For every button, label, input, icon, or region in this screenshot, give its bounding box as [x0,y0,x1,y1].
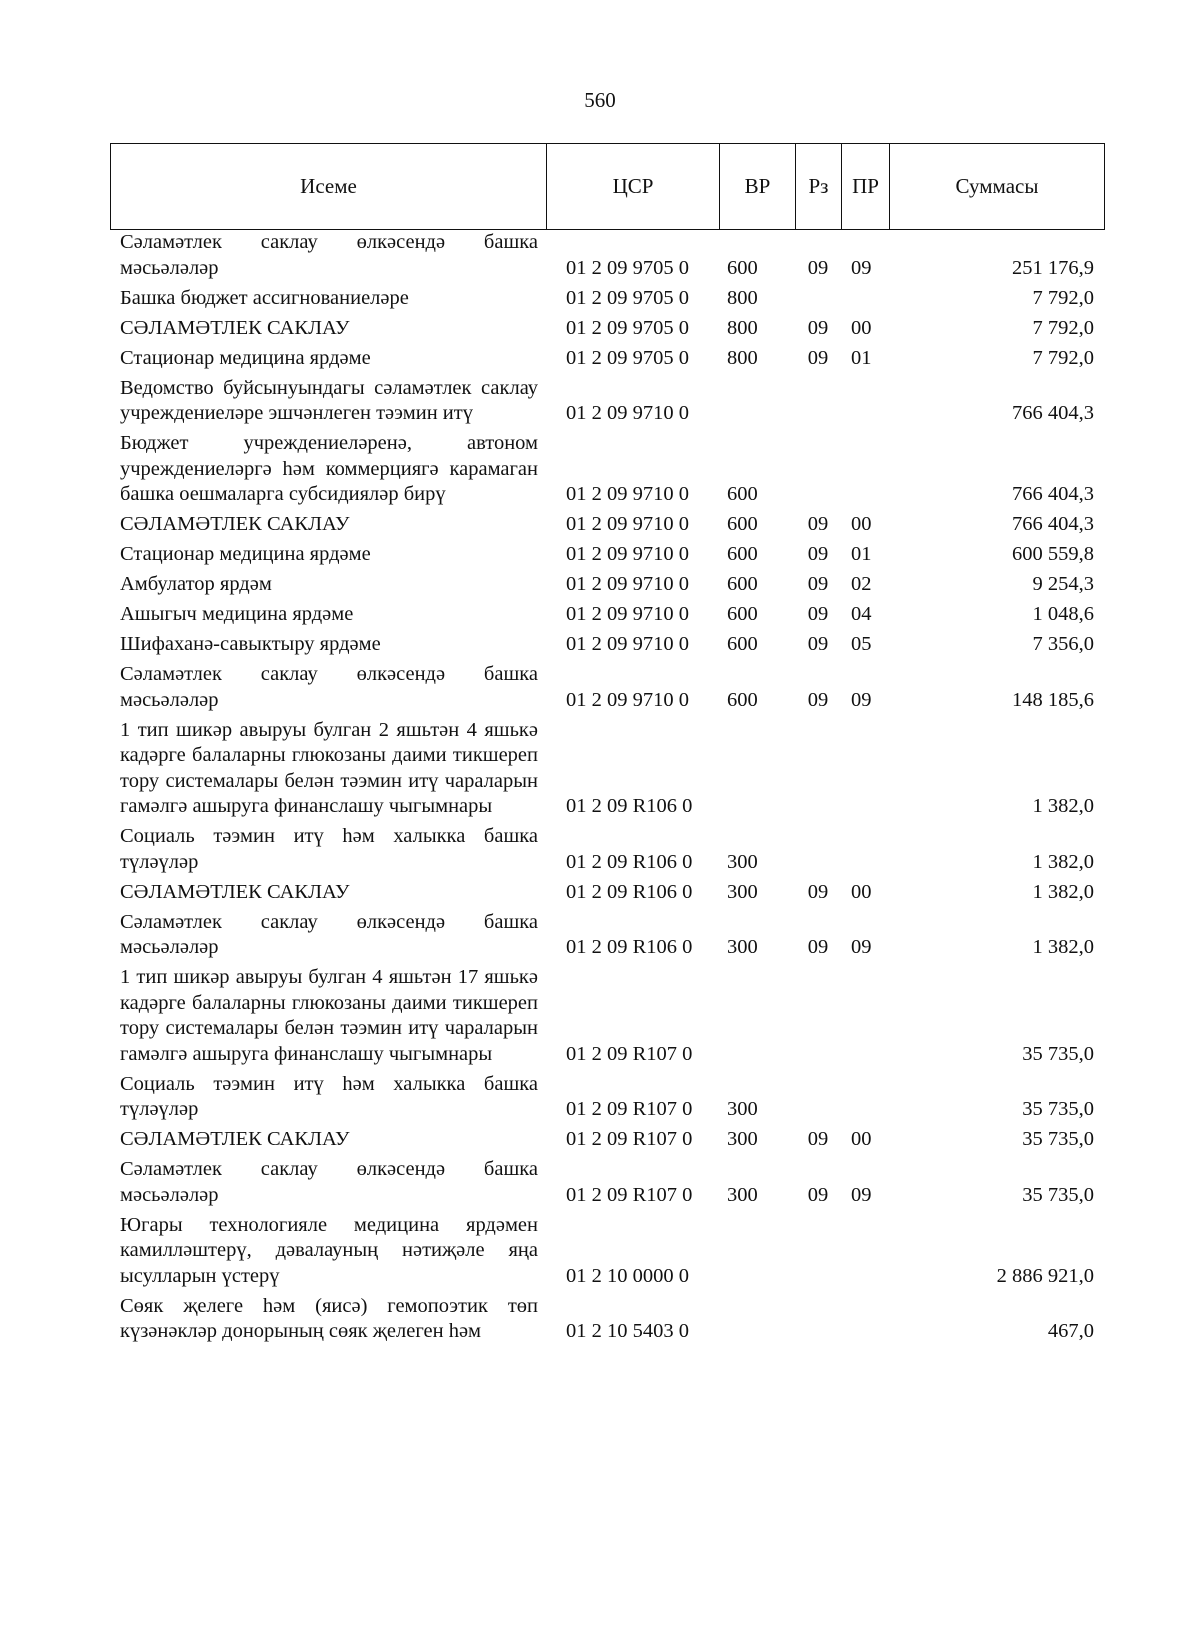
row-rz [795,431,841,512]
header-rz: Рз [796,144,842,230]
row-pr: 04 [851,603,872,625]
row-sum: 2 886 921,0 [996,1264,1094,1287]
row-csr: 01 2 09 R106 0 [566,880,693,903]
row-sum: 35 735,0 [1022,1128,1094,1150]
row-pr: 09 [851,1183,872,1206]
row-sum: 600 559,8 [1012,543,1094,565]
row-csr: 01 2 09 9710 0 [566,543,689,565]
row-pr: 00 [851,880,872,903]
row-rz [795,1072,841,1128]
row-name: Социаль тәэмин итү һәм халыкка башка түләүләр [120,1072,538,1120]
row-pr: 09 [851,256,872,279]
table-row [110,965,1104,1072]
table-header [110,143,1105,230]
row-pr [841,965,889,1072]
row-sum: 9 254,3 [1032,573,1094,595]
budget-table [110,230,1104,1349]
row-sum: 7 792,0 [1032,346,1094,369]
row-rz: 09 [807,256,829,279]
row-name: СӘЛАМӘТЛЕК САКЛАУ [120,880,350,903]
row-name: Шифаханә-савыктыру ярдәме [120,633,381,655]
table-row [110,230,1104,286]
row-pr [841,718,889,825]
row-name: Амбулатор ярдәм [120,573,272,595]
row-sum: 7 792,0 [1032,316,1094,339]
row-vr: 300 [727,850,758,873]
row-rz: 09 [807,633,829,655]
header-vr: ВР [720,144,796,230]
row-rz: 09 [807,513,829,535]
row-name: Социаль тәэмин итү һәм халыкка башка түләүләр [120,825,538,873]
row-name: СӘЛАМӘТЛЕК САКЛАУ [120,513,350,535]
row-pr [841,1072,889,1128]
row-rz: 09 [807,543,829,565]
row-pr: 05 [851,633,872,655]
row-sum: 35 735,0 [1022,1183,1094,1206]
row-name: СӘЛАМӘТЛЕК САКЛАУ [120,1128,350,1150]
row-sum: 1 382,0 [1032,880,1094,903]
row-rz [795,286,841,316]
row-name: 1 тип шикәр авыруы булган 2 яшьтән 4 яшькә кадәрге балаларны глюкозаны даими тикшереп тору системалары белән тәэмин итү чараларын гамәлгә ашыруга финанслашу чыгымнары [120,718,538,817]
row-rz [795,1294,841,1350]
row-pr [841,286,889,316]
table-row [110,1294,1104,1350]
row-pr [841,1294,889,1350]
header-sum: Суммасы [890,144,1105,230]
row-vr: 300 [727,1183,758,1206]
row-csr: 01 2 09 9710 0 [566,573,689,595]
row-rz [795,824,841,880]
row-rz: 09 [807,936,829,958]
table-row [110,1127,1104,1157]
row-sum: 35 735,0 [1022,1098,1094,1120]
table-row [110,880,1104,910]
row-csr: 01 2 09 9705 0 [566,256,689,279]
row-vr: 600 [727,573,758,595]
row-sum: 35 735,0 [1022,1042,1094,1065]
row-sum: 7 356,0 [1032,633,1094,655]
row-vr [719,718,795,825]
row-csr: 01 2 09 R107 0 [566,1128,693,1150]
row-csr: 01 2 09 9710 0 [566,483,689,505]
header-pr: ПР [842,144,890,230]
row-csr: 01 2 09 R106 0 [566,936,693,958]
table-row [110,1072,1104,1128]
row-rz [795,376,841,432]
row-vr: 600 [727,543,758,565]
row-name: Сәламәтлек саклау өлкәсендә башка мәсьәләләр [120,910,538,958]
row-pr: 09 [851,688,872,711]
row-csr: 01 2 09 9705 0 [566,286,689,309]
row-pr [841,376,889,432]
table-row [110,286,1104,316]
row-vr: 600 [727,633,758,655]
table-row [110,632,1104,662]
row-sum: 7 792,0 [1032,286,1094,309]
table-row [110,602,1104,632]
row-name: Бюджет учреждениеләренә, автоном учреждениеләргә һәм коммерциягә карамаган башка оешмаларга субсидияләр бирү [120,432,538,505]
row-name: Стационар медицина ярдәме [120,543,371,565]
row-vr: 600 [727,483,758,505]
row-rz: 09 [807,688,829,711]
row-name: Сәламәтлек саклау өлкәсендә башка мәсьәләләр [120,663,538,711]
row-sum: 1 382,0 [1032,795,1094,817]
row-name: Сәламәтлек саклау өлкәсендә башка мәсьәләләр [120,231,538,279]
row-rz [795,718,841,825]
row-rz: 09 [807,346,829,369]
table-row [110,542,1104,572]
row-vr: 600 [727,513,758,535]
page-number: 560 [584,88,616,112]
row-pr: 01 [851,543,872,565]
header-name: Исеме [111,144,547,230]
row-sum: 1 048,6 [1032,603,1094,625]
row-csr: 01 2 09 9705 0 [566,316,689,339]
row-csr: 01 2 09 R106 0 [566,850,693,873]
row-vr: 600 [727,688,758,711]
row-pr: 01 [851,346,872,369]
row-name: Сөяк җелеге һәм (яисә) гемопоэтик төп күзәнәкләр донорының сөяк җелеген һәм [120,1294,538,1342]
row-csr: 01 2 09 R107 0 [566,1042,693,1065]
row-rz: 09 [807,1183,829,1206]
table-row [110,572,1104,602]
row-name: 1 тип шикәр авыруы булган 4 яшьтән 17 яшькә кадәрге балаларны глюкозаны даими тикшереп тору системалары белән тәэмин итү чараларын гамәлгә ашыруга финанслашу чыгымнары [120,966,538,1065]
table-row [110,512,1104,542]
row-name: СӘЛАМӘТЛЕК САКЛАУ [120,316,350,339]
row-name: Ашыгыч медицина ярдәме [120,603,354,625]
row-rz [795,1213,841,1294]
row-pr: 09 [851,936,872,958]
table-row [110,376,1104,432]
row-rz: 09 [807,880,829,903]
row-vr [719,1294,795,1350]
row-pr [841,431,889,512]
table-row [110,431,1104,512]
row-vr: 300 [727,1098,758,1120]
row-sum: 148 185,6 [1012,688,1094,711]
table-row [110,1213,1104,1294]
row-csr: 01 2 09 9705 0 [566,346,689,369]
row-csr: 01 2 09 9710 0 [566,633,689,655]
table-body [110,230,1104,1349]
row-vr: 800 [727,316,758,339]
row-csr: 01 2 09 9710 0 [566,513,689,535]
row-pr: 02 [851,573,872,595]
table-row [110,824,1104,880]
row-rz: 09 [807,603,829,625]
table-row [110,1157,1104,1213]
header-csr: ЦСР [547,144,720,230]
row-csr: 01 2 09 9710 0 [566,603,689,625]
table-row [110,316,1104,346]
row-vr: 600 [727,603,758,625]
row-pr [841,824,889,880]
row-vr: 300 [727,1128,758,1150]
row-sum: 1 382,0 [1032,936,1094,958]
table-row [110,346,1104,376]
row-sum: 467,0 [1047,1320,1094,1342]
row-pr: 00 [851,316,872,339]
row-vr [719,376,795,432]
table-row [110,718,1104,825]
row-csr: 01 2 10 0000 0 [566,1264,689,1287]
row-pr: 00 [851,1128,872,1150]
row-csr: 01 2 09 R107 0 [566,1183,693,1206]
row-csr: 01 2 09 R107 0 [566,1098,693,1120]
row-vr [719,965,795,1072]
row-rz: 09 [807,316,829,339]
row-csr: 01 2 09 R106 0 [566,795,693,817]
row-vr [719,1213,795,1294]
row-sum: 1 382,0 [1032,850,1094,873]
row-name: Сәламәтлек саклау өлкәсендә башка мәсьәләләр [120,1158,538,1206]
row-name: Югары технологияле медицина ярдәмен камилләштерү, дәвалауның нәтиҗәле яңа ысулларын үстерү [120,1213,538,1287]
row-name: Башка бюджет ассигнованиеләре [120,286,409,309]
table-row [110,910,1104,966]
row-name: Ведомство буйсынуындагы сәламәтлек саклау учреждениеләре эшчәнлеген тәэмин итү [120,376,538,424]
row-sum: 766 404,3 [1012,402,1094,424]
table-row [110,662,1104,718]
row-vr: 800 [727,286,758,309]
row-name: Стационар медицина ярдәме [120,346,371,369]
row-csr: 01 2 09 9710 0 [566,688,689,711]
row-vr: 300 [727,936,758,958]
row-rz: 09 [807,573,829,595]
row-rz: 09 [807,1128,829,1150]
row-rz [795,965,841,1072]
row-csr: 01 2 09 9710 0 [566,402,689,424]
row-sum: 251 176,9 [1012,256,1094,279]
row-pr: 00 [851,513,872,535]
row-sum: 766 404,3 [1012,513,1094,535]
row-pr [841,1213,889,1294]
row-vr: 800 [727,346,758,369]
row-vr: 300 [727,880,758,903]
row-vr: 600 [727,256,758,279]
row-csr: 01 2 10 5403 0 [566,1320,689,1342]
row-sum: 766 404,3 [1012,483,1094,505]
